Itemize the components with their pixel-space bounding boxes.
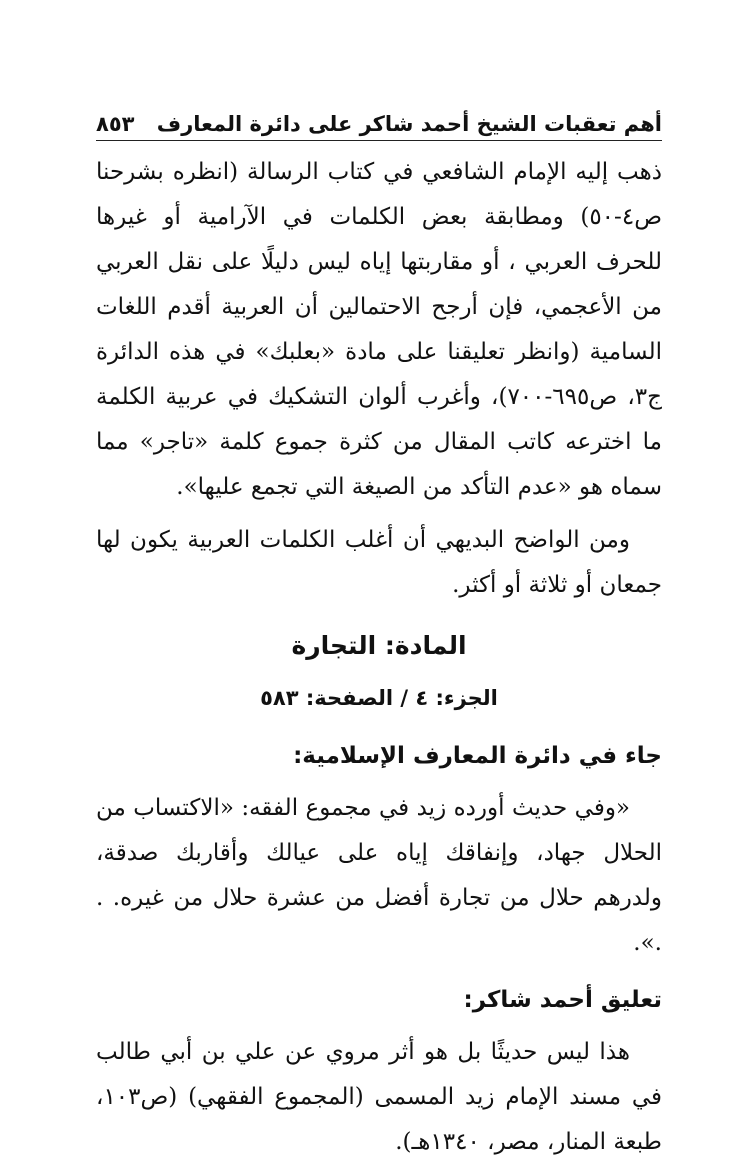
commentary-text: هذا ليس حديثًا بل هو أثر مروي عن علي بن أبي طالب في مسند الإمام زيد المسمى (المجموع الفقهي) (ص١٠٣، طبعة المنار، مصر، ١٣٤٠هـ). <box>96 1039 662 1155</box>
commentary-heading: تعليق أحمد شاكر: <box>463 987 662 1013</box>
body-text <box>96 150 662 1165</box>
encyclopedia-heading: جاء في دائرة المعارف الإسلامية: <box>293 743 662 769</box>
encyclopedia-quote: «وفي حديث أورده زيد في مجموع الفقه: «الاكتساب من الحلال جهاد، وإنفاقك إياه على عيالك وأقاربك صدقة، ولدرهم حلال من تجارة أفضل من عشرة حلال من غيره. . .». <box>96 795 662 956</box>
running-header <box>96 96 662 141</box>
running-title: أهم تعقبات الشيخ أحمد شاكر على دائرة المعارف <box>156 112 662 136</box>
entry-title: المادة: التجارة <box>291 631 467 660</box>
entry-reference: الجزء: ٤ / الصفحة: ٥٨٣ <box>260 686 498 710</box>
page-number: ٨٥٣ <box>96 112 135 136</box>
paragraph-continuation: ذهب إليه الإمام الشافعي في كتاب الرسالة (انظره بشرحنا ص٤-٥٠) ومطابقة بعض الكلمات في الآرامية أو غيرها للحرف العربي ، أو مقاربتها إياه ليس دليلًا على نقل العربي من الأعجمي، فإن أرجح الاحتمالين أن العربية أقدم اللغات السامية (وانظر تعليقنا على مادة «بعلبك» في هذه الدائرة ج٣، ص٦٩٥-٧٠٠)، وأغرب ألوان التشكيك في عربية الكلمة ما اخترعه كاتب المقال من كثرة جموع كلمة «تاجر» مما سماه هو «عدم التأكد من الصيغة التي تجمع عليها». <box>96 159 662 500</box>
paragraph-plural-forms: ومن الواضح البديهي أن أغلب الكلمات العربية يكون لها جمعان أو ثلاثة أو أكثر. <box>96 527 662 598</box>
